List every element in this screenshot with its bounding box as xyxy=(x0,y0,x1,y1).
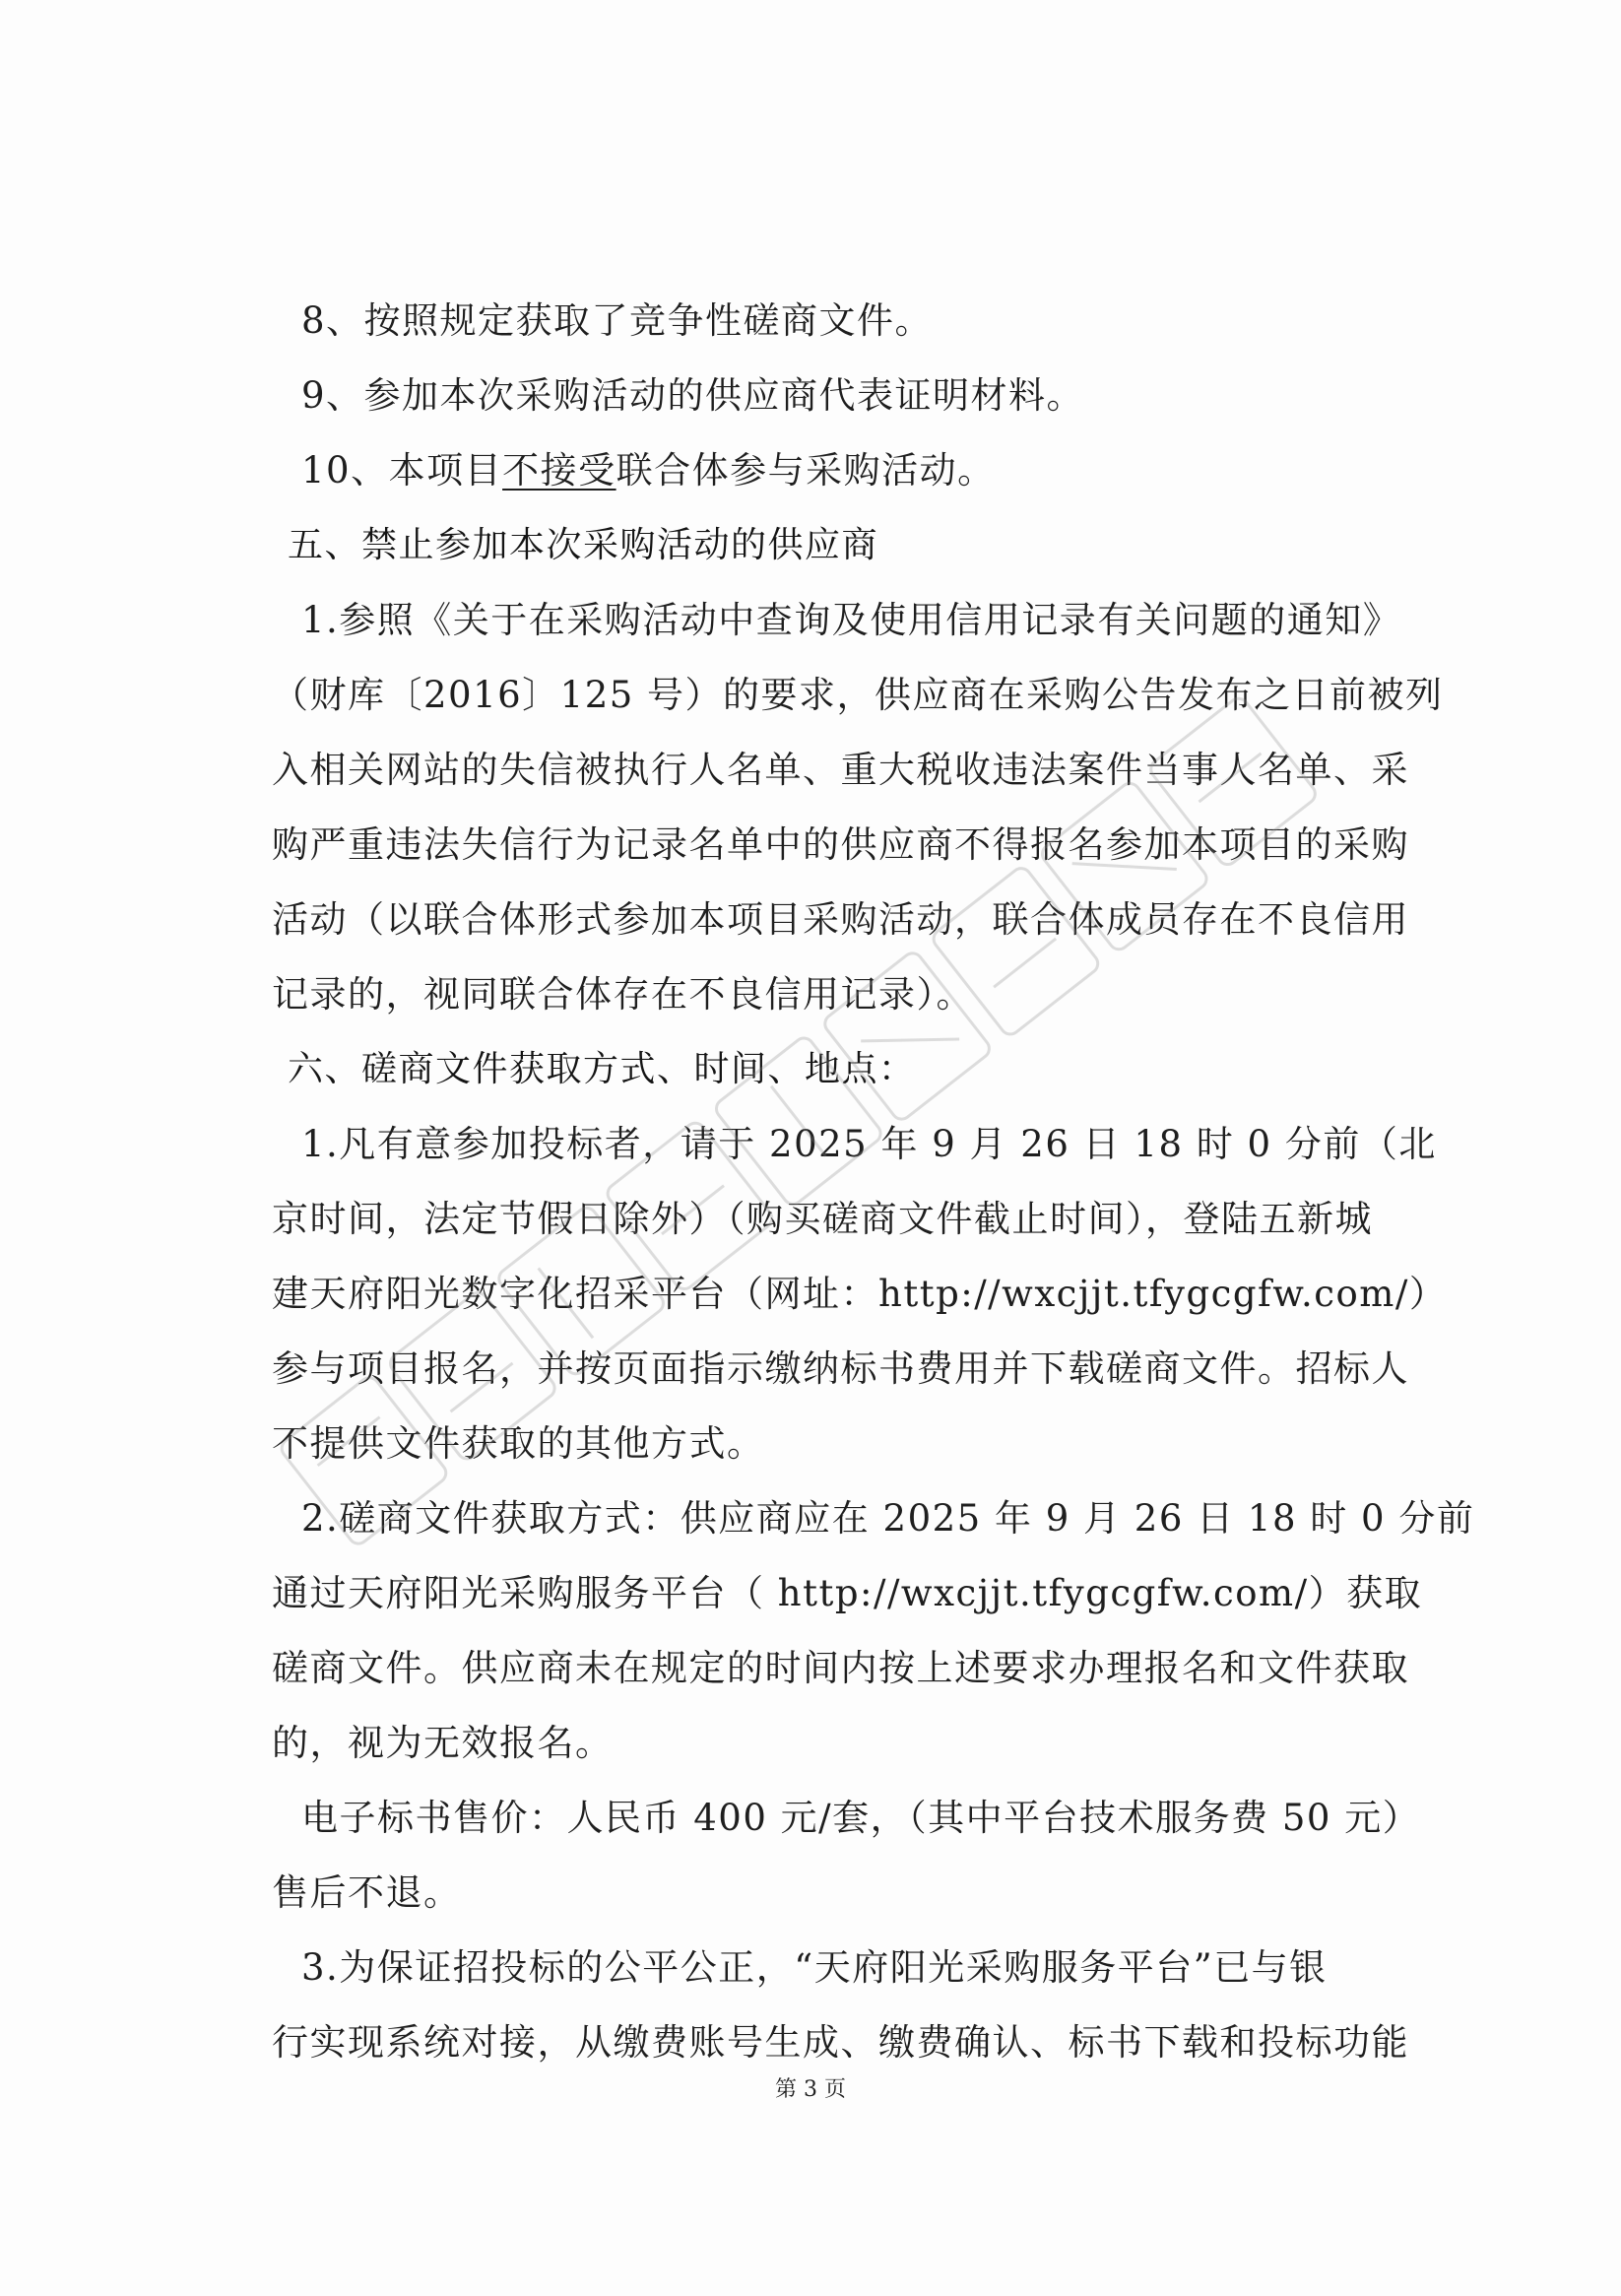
paragraph-6-line-5: 不提供文件获取的其他方式。 xyxy=(272,1422,765,1465)
paragraph-5-line-1: 1.参照《关于在采购活动中查询及使用信用记录有关问题的通知》 xyxy=(301,599,1401,641)
paragraph-7-line-4: 的，视为无效报名。 xyxy=(272,1722,614,1764)
paragraph-7-line-2: 通过天府阳光采购服务平台（ http://wxcjjt.tfygcgfw.com/）获取 xyxy=(272,1572,1423,1614)
list-item-8: 8、按照规定获取了竞争性磋商文件。 xyxy=(301,299,934,342)
list-item-10-suffix: 联合体参与采购活动。 xyxy=(616,449,996,492)
section-heading-6: 六、磋商文件获取方式、时间、地点： xyxy=(288,1049,916,1089)
paragraph-8-line-2: 售后不退。 xyxy=(272,1871,462,1914)
list-item-9: 9、参加本次采购活动的供应商代表证明材料。 xyxy=(301,374,1085,417)
paragraph-6-line-1: 1.凡有意参加投标者，请于 2025 年 9 月 26 日 18 时 0 分前（北 xyxy=(301,1123,1437,1165)
paragraph-6-line-4: 参与项目报名，并按页面指示缴纳标书费用并下载磋商文件。招标人 xyxy=(272,1347,1409,1390)
paragraph-9-line-2: 行实现系统对接，从缴费账号生成、缴费确认、标书下载和投标功能 xyxy=(272,2021,1409,2064)
list-item-10 xyxy=(301,447,1424,494)
paragraph-6-line-2: 京时间，法定节假日除外）（购买磋商文件截止时间），登陆五新城 xyxy=(272,1198,1373,1240)
paragraph-5-line-3: 入相关网站的失信被执行人名单、重大税收违法案件当事人名单、采 xyxy=(272,749,1409,791)
paragraph-6-line-3: 建天府阳光数字化招采平台（网址：http://wxcjjt.tfygcgfw.com/） xyxy=(272,1273,1448,1315)
paragraph-5-line-6: 记录的，视同联合体存在不良信用记录）。 xyxy=(272,973,974,1016)
paragraph-5-line-5: 活动（以联合体形式参加本项目采购活动，联合体成员存在不良信用 xyxy=(272,898,1409,941)
paragraph-5-line-2: （财库〔2016〕125 号）的要求，供应商在采购公告发布之日前被列 xyxy=(272,674,1444,716)
section-heading-5: 五、禁止参加本次采购活动的供应商 xyxy=(288,525,879,565)
paragraph-9-line-1: 3.为保证招投标的公平公正，“天府阳光采购服务平台”已与银 xyxy=(301,1946,1328,1989)
emphasis-not-accepted: 不接受 xyxy=(502,449,616,492)
paragraph-5-line-4: 购严重违法失信行为记录名单中的供应商不得报名参加本项目的采购 xyxy=(272,823,1409,866)
page-number: 第 3 页 xyxy=(775,2077,846,2102)
paragraph-8-line-1: 电子标书售价：人民币 400 元/套，（其中平台技术服务费 50 元） xyxy=(301,1797,1421,1839)
paragraph-7-line-3: 磋商文件。供应商未在规定的时间内按上述要求办理报名和文件获取 xyxy=(272,1647,1409,1689)
list-item-10-prefix: 10、本项目 xyxy=(301,449,503,492)
paragraph-7-line-1: 2.磋商文件获取方式：供应商应在 2025 年 9 月 26 日 18 时 0 分前 xyxy=(301,1497,1475,1540)
